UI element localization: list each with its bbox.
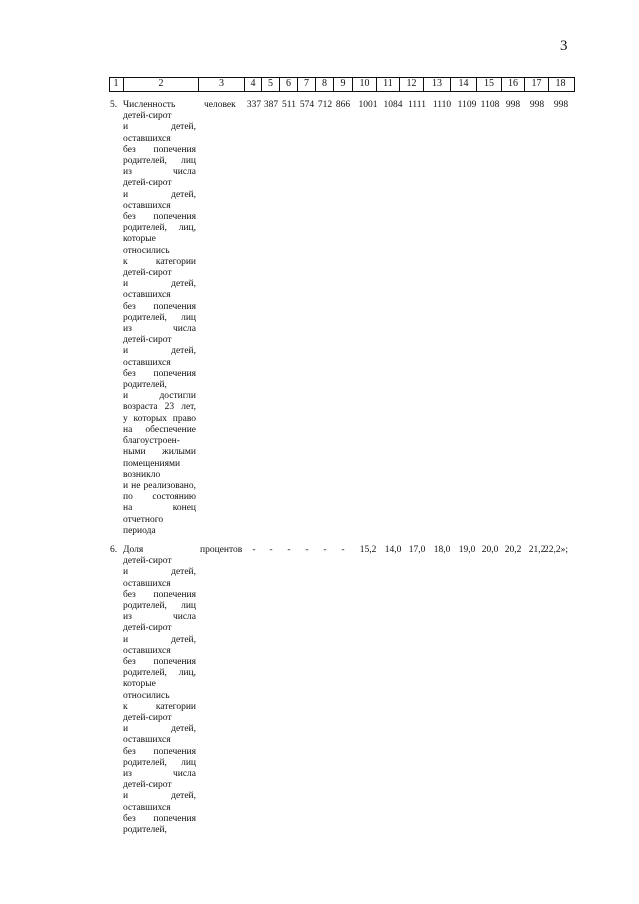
row-label-line: относились [123,245,170,256]
row-label-line: Численность [123,100,176,110]
header-cell: 11 [377,77,400,91]
row-label-line: оставшихся [123,645,171,656]
row-label-line: и не реализовано, [123,480,196,491]
row-label-line: и детей, [123,189,196,200]
row-label-line: детей-сирот [123,556,172,567]
row-value: 1110 [432,100,452,110]
row-label-line: благоустроен- [123,436,180,447]
row-label-line: без попечения [123,368,196,379]
row-label-line: детей-сирот [123,335,172,346]
row-label-line: и детей, [123,791,196,802]
header-cell: 17 [525,77,549,91]
row-label-line: из числа [123,324,196,335]
row-label-line: и детей, [123,279,196,290]
row-label-line: периода [123,525,156,536]
row-label-line: родителей, [123,380,167,391]
row-number: 6. [110,545,118,555]
row-label-line: возраста 23 лет, [123,402,196,413]
row-value: 387 [263,100,279,110]
row-label-line: относились [123,690,170,701]
row-value: 998 [553,100,569,110]
row-label-line: на конец [123,503,196,514]
row-label-line: детей-сирот [123,268,172,279]
row-unit: процентов [200,545,243,555]
row-label-line: и детей, [123,122,196,133]
row-label-line: оставшихся [123,200,171,211]
row-value: 866 [335,100,351,110]
row-label-line: оставшихся [123,735,171,746]
row-label-line: оставшихся [123,802,171,813]
row-value: 20,0 [481,545,499,555]
row-label-line: родителей, лиц, [123,223,196,234]
row-label-line: на обеспечение [123,424,196,435]
row-label-line: без попечения [123,813,196,824]
header-cell: 10 [353,77,377,91]
row-label [123,100,196,537]
row-label-line: без попечения [123,212,196,223]
header-cell: 14 [451,77,477,91]
header-cell: 12 [400,77,424,91]
row-label-line: детей-сирот [123,111,172,122]
row-value: 998 [529,100,545,110]
row-value: - [252,545,256,555]
header-cell: 13 [424,77,451,91]
header-cell: 15 [477,77,502,91]
row-label-line: родителей, [123,825,167,836]
row-label-line: без попечения [123,657,196,668]
row-label-line: родителей, лиц [123,156,196,167]
row-value: 21,2 [528,545,546,555]
row-label-line: без попечения [123,589,196,600]
row-value: - [269,545,273,555]
row-label-line: из числа [123,612,196,623]
row-value: 17,0 [408,545,426,555]
row-label-line: детей-сирот [123,780,172,791]
row-number: 5. [110,100,118,110]
row-value: 20,2 [504,545,522,555]
row-label-line: детей-сирот [123,178,172,189]
header-cell: 18 [555,78,566,89]
row-value: 337 [246,100,262,110]
row-value: 18,0 [433,545,451,555]
row-value: - [305,545,309,555]
header-cell: 9 [334,77,353,91]
row-value: 511 [282,100,296,110]
row-label-line: родителей, лиц [123,601,196,612]
row-label-line: оставшихся [123,357,171,368]
row-value: 22,2»; [543,545,568,555]
row-label-line: и детей, [123,634,196,645]
row-label-line: без попечения [123,144,196,155]
row-label-line: отчетного [123,514,164,525]
row-label-line: оставшихся [123,578,171,589]
row-value: 712 [317,100,333,110]
row-value: - [287,545,291,555]
row-value: 1108 [480,100,500,110]
header-cell: 5 [262,77,280,91]
row-label-line: родителей, лиц, [123,668,196,679]
row-label-line: родителей, лиц [123,757,196,768]
row-label-line: оставшихся [123,290,171,301]
row-unit: человек [204,100,236,110]
row-value: 998 [505,100,521,110]
row-label-line: и детей, [123,724,196,735]
page-number: 3 [560,38,568,54]
row-label-line: детей-сирот [123,623,172,634]
header-cell: 1 [109,77,124,91]
row-value: - [323,545,327,555]
row-label-line: из числа [123,769,196,780]
row-label-line: без попечения [123,746,196,757]
row-label-line: родителей, лиц [123,312,196,323]
row-label-line: у которых право [123,413,196,424]
row-label-line: детей-сирот [123,713,172,724]
row-label-line: и детей, [123,346,196,357]
row-label-line: без попечения [123,301,196,312]
row-value: 574 [299,100,315,110]
row-label-line: ными жилыми [123,447,196,458]
header-cell: 2 [124,77,199,91]
row-label-line: которые [123,679,156,690]
row-label-line: которые [123,234,156,245]
row-value: 14,0 [384,545,402,555]
header-cell: 16 [502,77,525,91]
row-label-line: к категории [123,256,196,267]
row-value: 19,0 [458,545,476,555]
header-cell: 7 [298,77,316,91]
row-label-line: к категории [123,701,196,712]
row-label-line: из числа [123,167,196,178]
header-cell: 4 [245,77,262,91]
row-value: - [341,545,345,555]
row-label-line: Доля [123,545,144,555]
row-value: 15,2 [359,545,377,555]
row-label-line: оставшихся [123,133,171,144]
row-label-line: помещениями [123,458,181,469]
row-value: 1111 [408,100,426,110]
row-value: 1084 [383,100,403,110]
row-label [123,545,196,836]
header-cell: 3 [199,77,245,91]
row-label-line: по состоянию [123,492,196,503]
row-label-line: и детей, [123,567,196,578]
row-label-line: возникло [123,469,161,480]
header-cell: 8 [316,77,334,91]
row-value: 1109 [457,100,477,110]
row-label-line: и достигли [123,391,196,402]
row-value: 1001 [358,100,378,110]
header-cell: 6 [280,77,298,91]
